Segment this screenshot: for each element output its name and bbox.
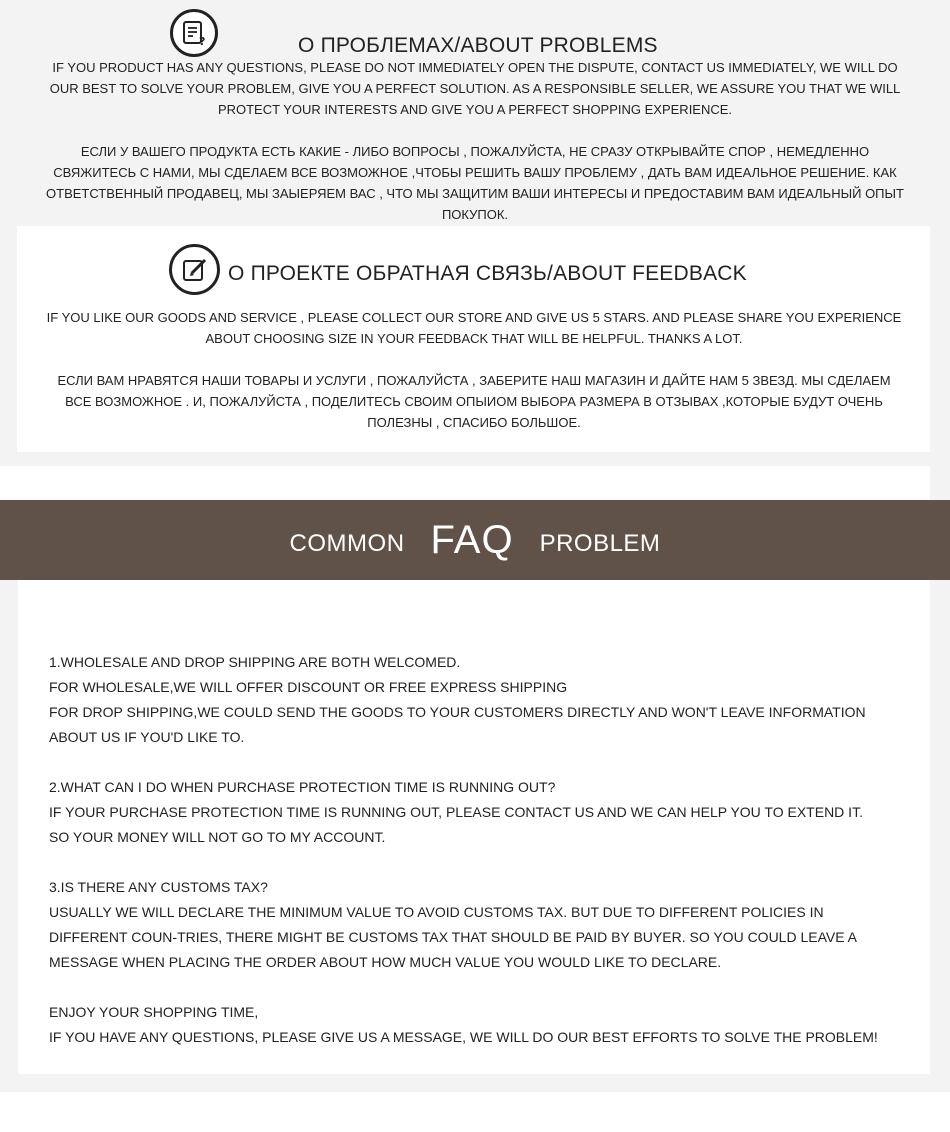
problems-title: О ПРОБЛЕМАХ/ABOUT PROBLEMS	[298, 34, 658, 57]
feedback-title: О ПРОЕКТЕ ОБРАТНАЯ СВЯЗЬ/ABOUT FEEDBACK	[228, 261, 747, 285]
problems-text-en: IF YOU PRODUCT HAS ANY QUESTIONS, PLEASE DO NOT IMMEDIATELY OPEN THE DISPUTE, CONTACT US IMMEDIATELY, WE WILL DO OUR BEST TO SOLVE YOUR PROBLEM, GIVE YOU A PERFECT SOLUTION. AS A RESPONSIBLE SELLER, WE ASSURE YOU THAT WE WILL PROTECT YOUR INTERESTS AND GIVE YOU A PERFECT SHOPPING EXPERIENCE.	[49, 60, 901, 117]
problems-heading	[170, 8, 658, 58]
section-divider-white	[0, 466, 930, 500]
banner-faq-text: FAQ	[430, 517, 514, 562]
faq-spacer	[49, 975, 884, 1000]
feedback-text-en: IF YOU LIKE OUR GOODS AND SERVICE , PLEASE COLLECT OUR STORE AND GIVE US 5 STARS. AND PLEASE SHARE YOU EXPERIENCE ABOUT CHOOSING SIZE IN YOUR FEEDBACK THAT WILL BE HELPFUL. THANKS A LOT.	[46, 310, 902, 346]
document-question-icon	[170, 9, 218, 57]
about-problems-section	[0, 0, 950, 222]
feedback-heading	[169, 244, 747, 295]
faq-question-2: 2.WHAT CAN I DO WHEN PURCHASE PROTECTION TIME IS RUNNING OUT?	[49, 779, 556, 795]
faq-answer-2: IF YOUR PURCHASE PROTECTION TIME IS RUNNING OUT, PLEASE CONTACT US AND WE CAN HELP YOU TO EXTEND IT. SO YOUR MONEY WILL NOT GO TO MY ACCOUNT.	[49, 804, 863, 845]
banner-problem-text: PROBLEM	[539, 530, 661, 557]
about-feedback-section	[17, 226, 930, 452]
footer-space	[0, 1092, 950, 1132]
faq-question-3: 3.IS THERE ANY CUSTOMS TAX?	[49, 879, 268, 895]
feedback-text-ru: ЕСЛИ ВАМ НРАВЯТСЯ НАШИ ТОВАРЫ И УСЛУГИ , ПОЖАЛУЙСТА , ЗАБЕРИТЕ НАШ МАГАЗИН И ДАЙТЕ НАМ 5 ЗВЕЗД. МЫ СДЕЛАЕМ ВСЕ ВОЗМОЖНОЕ . И, ПОЖАЛУЙСТА , ПОДЕЛИТЕСЬ СВОИМ ОПЫИОМ ВЫБОРА РАЗМЕРА В ОТЗЫВАХ ,КОТОРЫЕ БУДУТ ОЧЕНЬ ПОЛЕЗНЫ , СПАСИБО БОЛЬШОЕ.	[57, 373, 891, 430]
problems-text-ru: ЕСЛИ У ВАШЕГО ПРОДУКТА ЕСТЬ КАКИЕ - ЛИБО ВОПРОСЫ , ПОЖАЛУЙСТА, НЕ СРАЗУ ОТКРЫВАЙТЕ СПОР , НЕМЕДЛЕННО СВЯЖИТЕСЬ С НАМИ, МЫ СДЕЛАЕМ ВСЕ ВОЗМОЖНОЕ ,ЧТОБЫ РЕШИТЬ ВАШУ ПРОБЛЕМУ , ДАТЬ ВАМ ИДЕАЛЬНОЕ РЕШЕНИЕ. КАК ОТВЕТСТВЕННЫЙ ПРОДАВЕЦ, МЫ ЗАЫЕРЯЕМ ВАС , ЧТО МЫ ЗАЩИТИМ ВАШИ ИНТЕРЕСЫ И ПРЕДОСТАВИМ ВАМ ИДЕАЛЬНЫЙ ОПЫТ ПОКУПОК.	[46, 144, 904, 222]
faq-closing-2: IF YOU HAVE ANY QUESTIONS, PLEASE GIVE US A MESSAGE, WE WILL DO OUR BEST EFFORTS TO SOLVE THE PROBLEM!	[49, 1029, 878, 1045]
faq-banner	[0, 500, 950, 580]
banner-common-text: COMMON	[289, 530, 405, 557]
edit-pencil-icon	[169, 244, 220, 295]
faq-answer-1b: FOR DROP SHIPPING,WE COULD SEND THE GOODS TO YOUR CUSTOMERS DIRECTLY AND WON'T LEAVE INFORMATION ABOUT US IF YOU'D LIKE TO.	[49, 704, 866, 745]
faq-answer-1a: FOR WHOLESALE,WE WILL OFFER DISCOUNT OR FREE EXPRESS SHIPPING	[49, 679, 568, 695]
faq-body	[18, 580, 930, 1074]
faq-list	[49, 650, 884, 1050]
faq-spacer	[49, 850, 884, 875]
faq-answer-3: USUALLY WE WILL DECLARE THE MINIMUM VALUE TO AVOID CUSTOMS TAX. BUT DUE TO DIFFERENT POLICIES IN DIFFERENT COUN-TRIES, THERE MIGHT BE CUSTOMS TAX THAT SHOULD BE PAID BY BUYER. SO YOU COULD LEAVE A MESSAGE WHEN PLACING THE ORDER ABOUT HOW MUCH VALUE YOU WOULD LIKE TO DECLARE.	[49, 904, 857, 970]
svg-text:?: ?	[199, 35, 206, 48]
faq-spacer	[49, 750, 884, 775]
faq-closing-1: ENJOY YOUR SHOPPING TIME,	[49, 1004, 259, 1020]
faq-question-1: 1.WHOLESALE AND DROP SHIPPING ARE BOTH WELCOMED.	[49, 654, 461, 670]
